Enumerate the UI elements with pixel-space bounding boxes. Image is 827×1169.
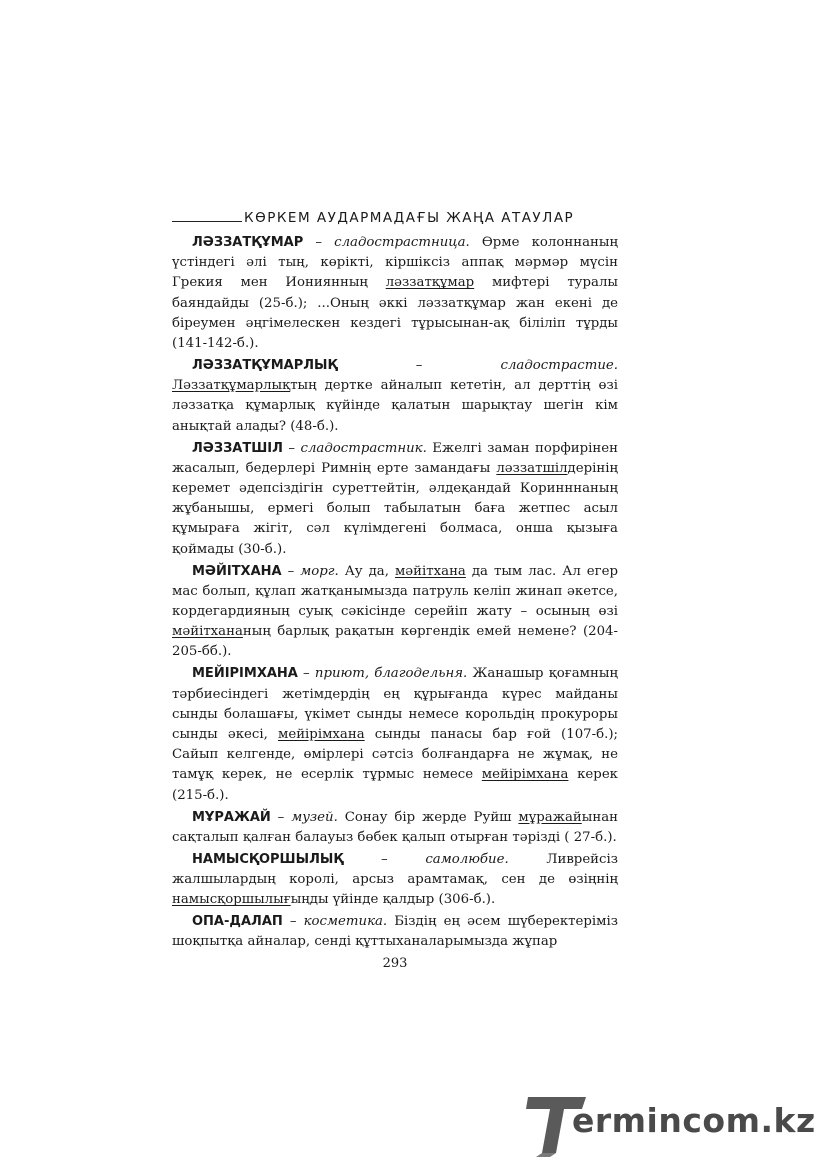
logo-text: ermincom.kz [572, 1101, 816, 1140]
dictionary-entry [172, 356, 618, 437]
entry-example-text: Біздің ең әсем шүберектеріміз шоқпытқа айналар, сенді құттыханаларымызда жұпар [172, 914, 618, 950]
entry-example-text: ыңды үйінде қалдыр (306-б.). [290, 892, 496, 908]
dictionary-entry [172, 439, 618, 560]
entry-highlighted-term: мейірімхана [277, 727, 365, 743]
entry-dash: – [303, 235, 335, 250]
entry-example-text: Жанашыр қоғамның тәрбиесіндегі жетімдердің ең құрығанда күрес майданы сынды болашағы, үкімет сынды немесе корольдің прокуроры сынды әкесі, [172, 666, 618, 743]
entry-example-text: Өрме колоннаның үстіндегі әлі тың, көрікті, кіршіксіз аппақ мәрмәр мүсін Грекия мен Иониянның [172, 235, 618, 291]
entry-translation: морг. [300, 563, 339, 579]
page-number: 293 [382, 956, 408, 971]
running-header-title: КӨРКЕМ АУДАРМАДАҒЫ ЖАҢА АТАУЛАР [244, 210, 575, 226]
entry-example-text: ның барлық рақатын көргендік емей немене? (204-205-бб.). [172, 624, 618, 660]
entry-example-text: дерінің керемет әдепсіздігін суреттейтін, әлдеқандай Коринннаның жұбанышы, ермегі болып табылатын баға жетпес асыл құмыраға жігіт, сәл күлімдегені болмаса, онша қызыға қоймады (30-б.). [172, 460, 618, 557]
entry-example-text: тың дертке айналып кететін, ал дерттің өзі ләззатқа құмарлық күйінде қалатын шарықтау шегін кім анықтай алады? (48-б.). [172, 378, 618, 434]
entry-headword: ЛӘЗЗАТҚҰМАРЛЫҚ [192, 358, 338, 374]
entry-highlighted-term: мейірімхана [481, 767, 569, 783]
entry-dash: – [282, 440, 301, 456]
entry-highlighted-term: ләззатшіл [496, 460, 568, 476]
entry-example-text: ынан сақталып қалған балауыз бөбек қалып отырған тәрізді ( 27-б.). [172, 809, 618, 845]
entry-headword: ЛӘЗЗАТҚҰМАР [192, 235, 304, 250]
dictionary-entry [172, 664, 618, 805]
entry-example-text: Ливрейсіз жалшылардың королі, арсыз арамтамақ, сен де өзіңнің [172, 851, 618, 888]
entry-dash: – [337, 358, 501, 374]
dictionary-entry [172, 912, 618, 952]
dictionary-entry [172, 562, 618, 663]
entry-translation: самолюбие. [425, 851, 509, 867]
entry-dash: – [281, 563, 301, 579]
entry-translation: сладострастница. [334, 235, 470, 250]
entry-highlighted-term: мәйітхана [172, 624, 243, 640]
entry-example-text: Ау да, [338, 563, 395, 579]
entry-highlighted-term: Ләззатқұмарлық [172, 378, 291, 394]
dictionary-entry [172, 233, 618, 354]
entry-translation: косметика. [303, 914, 388, 930]
terminkom-logo [526, 1093, 816, 1157]
entry-dash: – [343, 851, 426, 867]
entry-example-text: Сонау бір жерде Руйш [337, 809, 519, 825]
entry-translation: сладострастие. [500, 358, 618, 374]
header-rule [172, 221, 242, 222]
entry-highlighted-term: намысқоршылығ [172, 892, 291, 908]
entry-headword: МӘЙІТХАНА [192, 563, 282, 579]
entry-headword: НАМЫСҚОРШЫЛЫҚ [192, 851, 344, 867]
entry-example-text: мифтері туралы баяндайды (25-б.); ...Оның әккі ләззатқұмар жан екені де біреумен әңгімелескен кездегі тұрысынан-ақ біліліп тұрды (141-142-б.). [172, 275, 618, 352]
entry-dash: – [282, 914, 304, 930]
dictionary-entry [172, 808, 618, 848]
entry-highlighted-term: мәйітхана [394, 563, 466, 579]
entry-headword: МҰРАЖАЙ [192, 809, 271, 825]
dictionary-entry [172, 850, 618, 911]
entry-example-text: керек (215-б.). [172, 767, 618, 803]
entry-example-text: сынды панасы бар ғой (107-б.); Сайып келгенде, өмірлері сәтсіз болғандарға не жұмақ, не тамұқ керек, не есерлік тұрмыс немесе [172, 727, 618, 783]
entry-headword: МЕЙІРІМХАНА [192, 666, 298, 682]
entry-headword: ОПА-ДАЛАП [192, 914, 283, 930]
running-header [172, 210, 622, 226]
entry-example-text: да тым лас. Ал егер мас болып, құлап жатқанымызда патруль келіп жинап әкетсе, кордегардияның суық сәкісінде серейіп жату – осының өзі [172, 563, 618, 620]
entry-highlighted-term: ләззатқұмар [385, 275, 475, 291]
entry-translation: приют, благодельня. [314, 666, 468, 682]
entry-dash: – [297, 666, 315, 682]
dictionary-entries [172, 233, 618, 954]
entry-translation: сладострастник. [300, 440, 427, 456]
entry-dash: – [270, 809, 292, 825]
entry-headword: ЛӘЗЗАТШІЛ [192, 440, 283, 456]
entry-example-text: Ежелгі заман порфирінен жасалып, бедерлері Римнің ерте замандағы [172, 440, 618, 476]
entry-highlighted-term: мұражай [518, 809, 582, 825]
entry-translation: музей. [291, 809, 338, 825]
